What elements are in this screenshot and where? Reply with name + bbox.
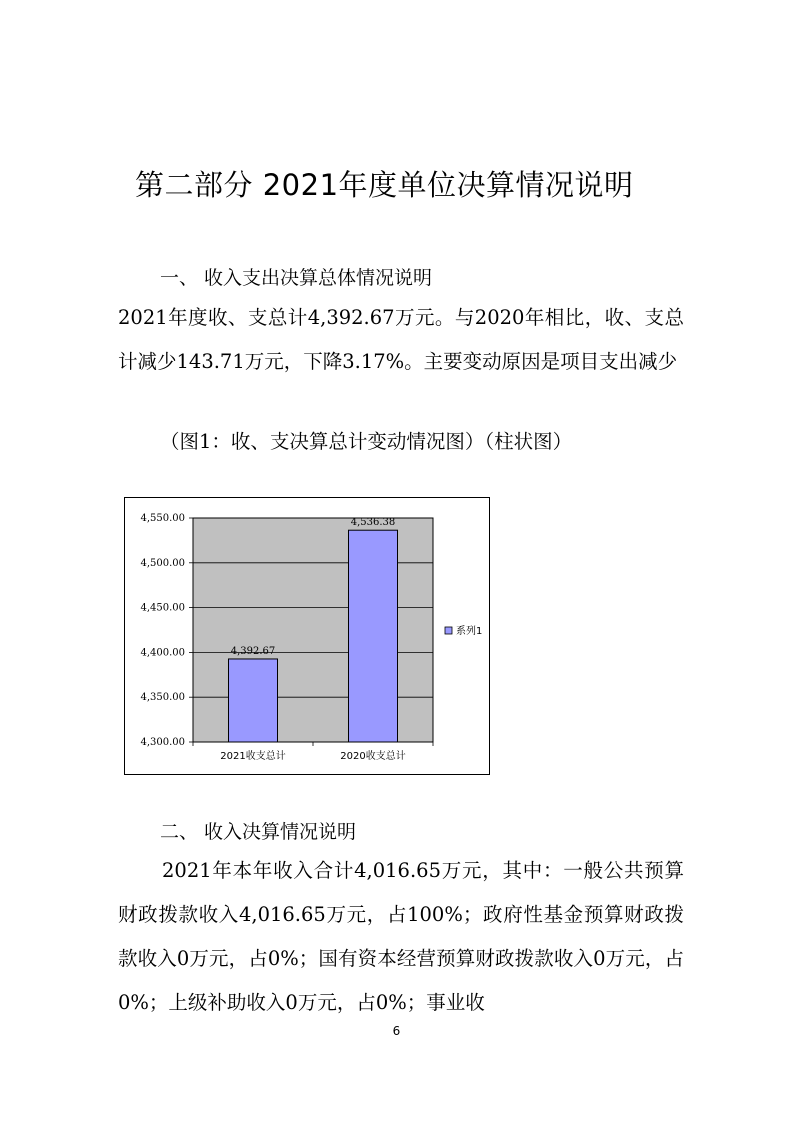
page-number: 6 <box>392 1024 401 1038</box>
bar-chart-svg <box>125 498 491 776</box>
y-tick-label: 4,500.00 <box>140 557 185 569</box>
section-2-paragraph: 2021年本年收入合计4,016.65万元，其中：一般公共预算财政拨款收入4,016.65万元，占100%；政府性基金预算财政拨款收入0万元，占0%；国有资本经营预算财政拨款收入0万元，占0%；上级补助收入0万元，占0%；事业收 <box>118 859 684 1014</box>
x-tick-label: 2020收支总计 <box>340 751 406 762</box>
section-heading-2: 二、 收入决算情况说明 <box>160 821 357 843</box>
y-tick-label: 4,300.00 <box>140 737 185 748</box>
y-tick-label: 4,550.00 <box>140 513 185 524</box>
figure-caption: （图1：收、支决算总计变动情况图）（柱状图） <box>160 430 573 453</box>
section-1-paragraph: 2021年度收、支总计4,392.67万元。与2020年相比，收、支总计减少143.71万元，下降3.17%。主要变动原因是项目支出减少 <box>118 306 684 373</box>
bar <box>229 659 278 742</box>
bar <box>349 530 398 742</box>
legend-swatch <box>445 627 452 634</box>
legend-label: 系列1 <box>456 626 483 637</box>
y-tick-label: 4,450.00 <box>140 602 185 614</box>
bar-chart <box>124 497 490 775</box>
y-tick-label: 4,350.00 <box>140 692 185 704</box>
page-title: 第二部分 2021年度单位决算情况说明 <box>135 168 634 202</box>
section-heading-1: 一、 收入支出决算总体情况说明 <box>160 267 433 289</box>
bar-data-label: 4,536.38 <box>350 517 396 529</box>
x-tick-label: 2021收支总计 <box>220 751 286 762</box>
bar-data-label: 4,392.67 <box>230 645 276 657</box>
y-tick-label: 4,400.00 <box>140 647 185 659</box>
